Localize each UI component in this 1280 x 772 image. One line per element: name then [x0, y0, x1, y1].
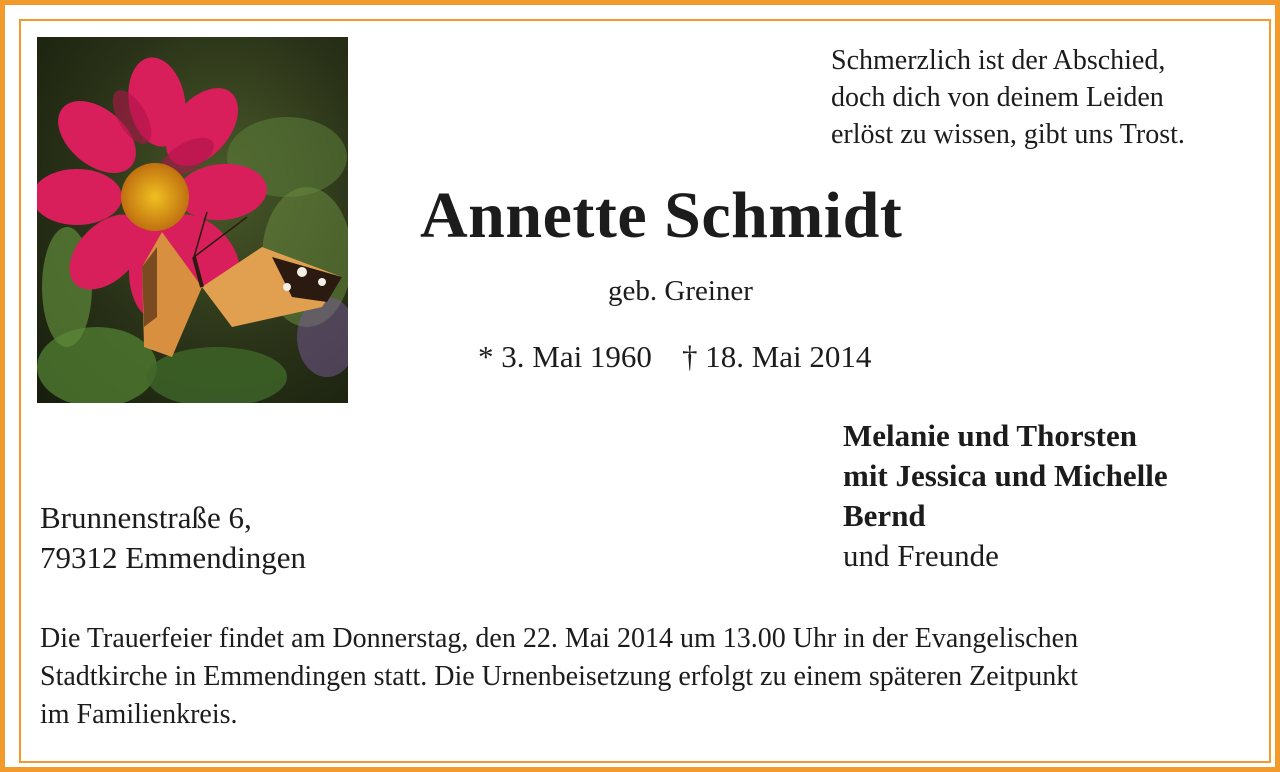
address-street: Brunnenstraße 6,: [40, 500, 252, 535]
mourners-list: [843, 416, 1168, 576]
verse-line: Schmerzlich ist der Abschied,: [831, 45, 1166, 76]
memorial-verse: [831, 42, 1185, 153]
mourner-line: mit Jessica und Michelle: [843, 458, 1168, 493]
deceased-name: Annette Schmidt: [420, 179, 903, 252]
maiden-name: geb. Greiner: [608, 275, 753, 307]
notice-line: Die Trauerfeier findet am Donnerstag, den 22. Mai 2014 um 13.00 Uhr in der Evangelischen: [40, 623, 1079, 654]
address-city: 79312 Emmendingen: [40, 540, 307, 575]
notice-line: im Familienkreis.: [40, 699, 238, 730]
flower-butterfly-photo: [37, 37, 348, 403]
funeral-notice: [40, 620, 1250, 734]
notice-line: Stadtkirche in Emmendingen statt. Die Urnenbeisetzung erfolgt zu einem späteren Zeitpunkt: [40, 661, 1079, 692]
mourner-line: und Freunde: [843, 538, 999, 573]
verse-line: erlöst zu wissen, gibt uns Trost.: [831, 119, 1185, 150]
death-date: † 18. Mai 2014: [681, 339, 872, 374]
mourner-line: Melanie und Thorsten: [843, 418, 1137, 453]
life-dates: [478, 339, 871, 375]
birth-date: * 3. Mai 1960: [478, 339, 652, 374]
family-address: [40, 498, 306, 578]
mourner-line: Bernd: [843, 498, 926, 533]
verse-line: doch dich von deinem Leiden: [831, 82, 1164, 113]
